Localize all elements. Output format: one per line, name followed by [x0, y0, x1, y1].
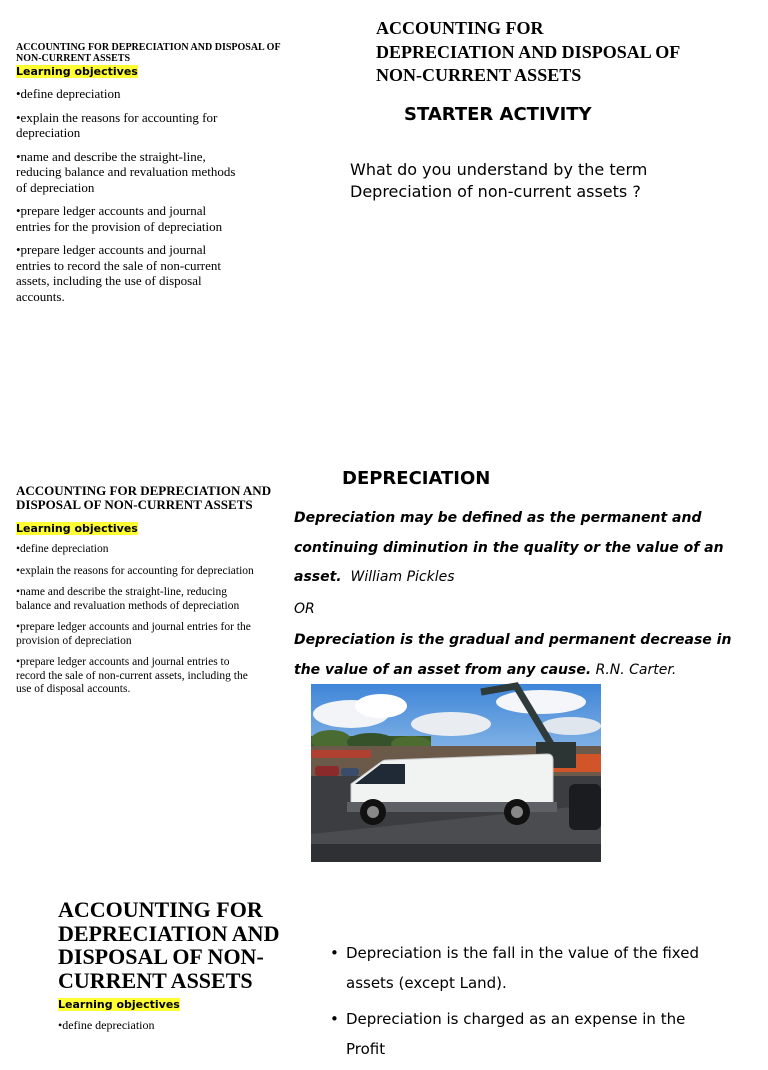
objective-item: •prepare ledger accounts and journal entries to record the sale of non-current assets, including the use of disposal accounts. [16, 656, 248, 695]
van-photo-illustration [311, 684, 601, 862]
definition-1-text: Depreciation may be defined as the permanent and continuing diminution in the quality or the value of an asset. [294, 510, 724, 585]
objective-item: •prepare ledger accounts and journal entries for the provision of depreciation [16, 621, 251, 647]
slide1-title: ACCOUNTING FOR DEPRECIATION AND DISPOSAL OF NON-CURRENT ASSETS [376, 18, 680, 85]
slide3-objectives-list [58, 1018, 298, 1032]
definition-2 [294, 626, 744, 685]
definition-1-author: William Pickles [350, 569, 455, 585]
definition-2-text: Depreciation is the gradual and permanent decrease in the value of an asset from any cause. [294, 632, 732, 678]
definition-1 [294, 504, 744, 593]
slide3-bullet-list [330, 938, 710, 1070]
slide1-small-title: ACCOUNTING FOR DEPRECIATION AND DISPOSAL OF NON-CURRENT ASSETS [16, 42, 281, 64]
objective-item: •define depreciation [58, 1018, 155, 1032]
slide1-objectives-list [16, 86, 241, 312]
starter-question: What do you understand by the term Depreciation of non-current assets ? [350, 160, 648, 201]
slide3-learning-objectives-label: Learning objectives [58, 998, 180, 1011]
slide2-title: ACCOUNTING FOR DEPRECIATION AND DISPOSAL OF NON-CURRENT ASSETS [16, 483, 272, 512]
definition-2-author: R.N. Carter. [595, 661, 677, 678]
objective-item: •explain the reasons for accounting for depreciation [16, 109, 218, 140]
slide1-learning-objectives-label: Learning objectives [16, 65, 138, 78]
objective-item: •define depreciation [16, 86, 121, 101]
objective-item: •prepare ledger accounts and journal entries to record the sale of non-current assets, including the use of disposal accounts. [16, 242, 222, 304]
depreciation-heading: DEPRECIATION [342, 468, 491, 489]
van-photo [311, 684, 601, 862]
or-separator: OR [294, 600, 315, 617]
objective-item: •define depreciation [16, 543, 109, 555]
objective-item: •explain the reasons for accounting for depreciation [16, 564, 254, 577]
slide2-objectives-list [16, 543, 256, 705]
objective-item: •prepare ledger accounts and journal entries for the provision of depreciation [16, 203, 223, 234]
bullet-item: • Depreciation is the fall in the value of the fixed assets (except Land). [330, 938, 710, 998]
starter-activity-heading: STARTER ACTIVITY [404, 104, 592, 125]
slide2-learning-objectives-label: Learning objectives [16, 522, 138, 535]
depreciation-definitions [294, 504, 744, 685]
objective-item: •name and describe the straight-line, reducing balance and revaluation methods of depreciation [16, 586, 240, 612]
bullet-item: • Depreciation is charged as an expense in the Profit [330, 1004, 710, 1064]
slide3-title: ACCOUNTING FOR DEPRECIATION AND DISPOSAL OF NON-CURRENT ASSETS [58, 897, 280, 993]
objective-item: •name and describe the straight-line, reducing balance and revaluation methods of depreciation [16, 148, 236, 195]
